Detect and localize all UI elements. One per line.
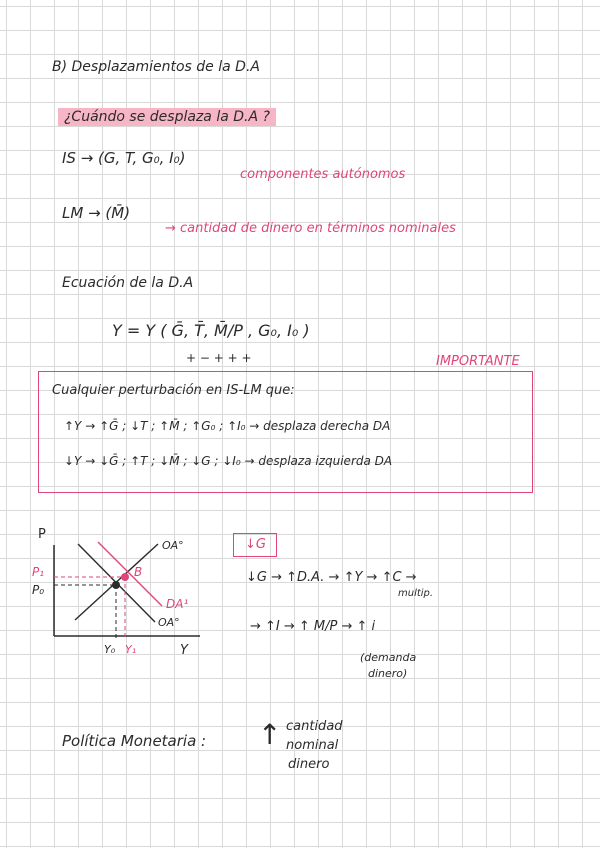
ecuacion-title: Ecuación de la D.A xyxy=(62,275,194,291)
politica-up-arrow: ↑ xyxy=(258,718,282,751)
dinero-small-label: dinero) xyxy=(368,667,408,680)
lm-line: LM → (M̄) xyxy=(62,204,131,222)
equation-signs: + − + + + xyxy=(186,351,252,365)
politica-item-cantidad: cantidad xyxy=(286,719,343,734)
y-axis-label: Y xyxy=(180,643,188,658)
politica-item-dinero: dinero xyxy=(288,757,330,772)
down-g-label: ↓G xyxy=(245,537,266,552)
box-row-right: ↑Y → ↑Ḡ ; ↓T ; ↑M̄ ; ↑G₀ ; ↑I₀ → desplaza derecha DA xyxy=(64,419,391,433)
importante-label: IMPORTANTE xyxy=(436,354,520,369)
box-heading: Cualquier perturbación en IS-LM que: xyxy=(52,383,295,398)
section-title: B) Desplazamientos de la D.A xyxy=(52,59,260,75)
politica-item-nominal: nominal xyxy=(286,738,339,753)
multip-label: multip. xyxy=(398,588,434,599)
point-b-label: B xyxy=(134,565,143,579)
equilibrium-b-point xyxy=(121,573,129,581)
chain-line-2: → ↑I → ↑ M/P → ↑ i xyxy=(250,619,376,634)
politica-label: Política Monetaria : xyxy=(62,732,207,750)
p0-label: P₀ xyxy=(32,583,45,597)
is-line: IS → (G, T, G₀, I₀) xyxy=(62,149,186,167)
y0-label: Y₀ xyxy=(104,643,116,656)
componentes-label: componentes autónomos xyxy=(240,167,406,182)
y1-label: Y₁ xyxy=(125,643,137,656)
cantidad-label: → cantidad de dinero en términos nominales xyxy=(165,221,456,236)
equilibrium-a-point xyxy=(112,581,120,589)
question-text: ¿Cuándo se desplaza la D.A ? xyxy=(58,108,276,126)
equation: Y = Y ( Ḡ, T̄, M̄/P , G₀, I₀ ) xyxy=(112,321,310,340)
demanda-label: (demanda xyxy=(360,651,417,664)
p1-label: P₁ xyxy=(32,565,45,579)
p-axis-label: P xyxy=(38,527,46,542)
box-row-left: ↓Y → ↓Ḡ ; ↑T ; ↓M̄ ; ↓G ; ↓I₀ → desplaza izquierda DA xyxy=(64,454,393,468)
oa-top-label: OA° xyxy=(162,539,184,552)
chain-line-1: ↓G → ↑D.A. → ↑Y → ↑C → xyxy=(246,570,417,585)
da1-label: DA¹ xyxy=(166,597,189,611)
oa-bottom-label: OA° xyxy=(158,616,180,629)
